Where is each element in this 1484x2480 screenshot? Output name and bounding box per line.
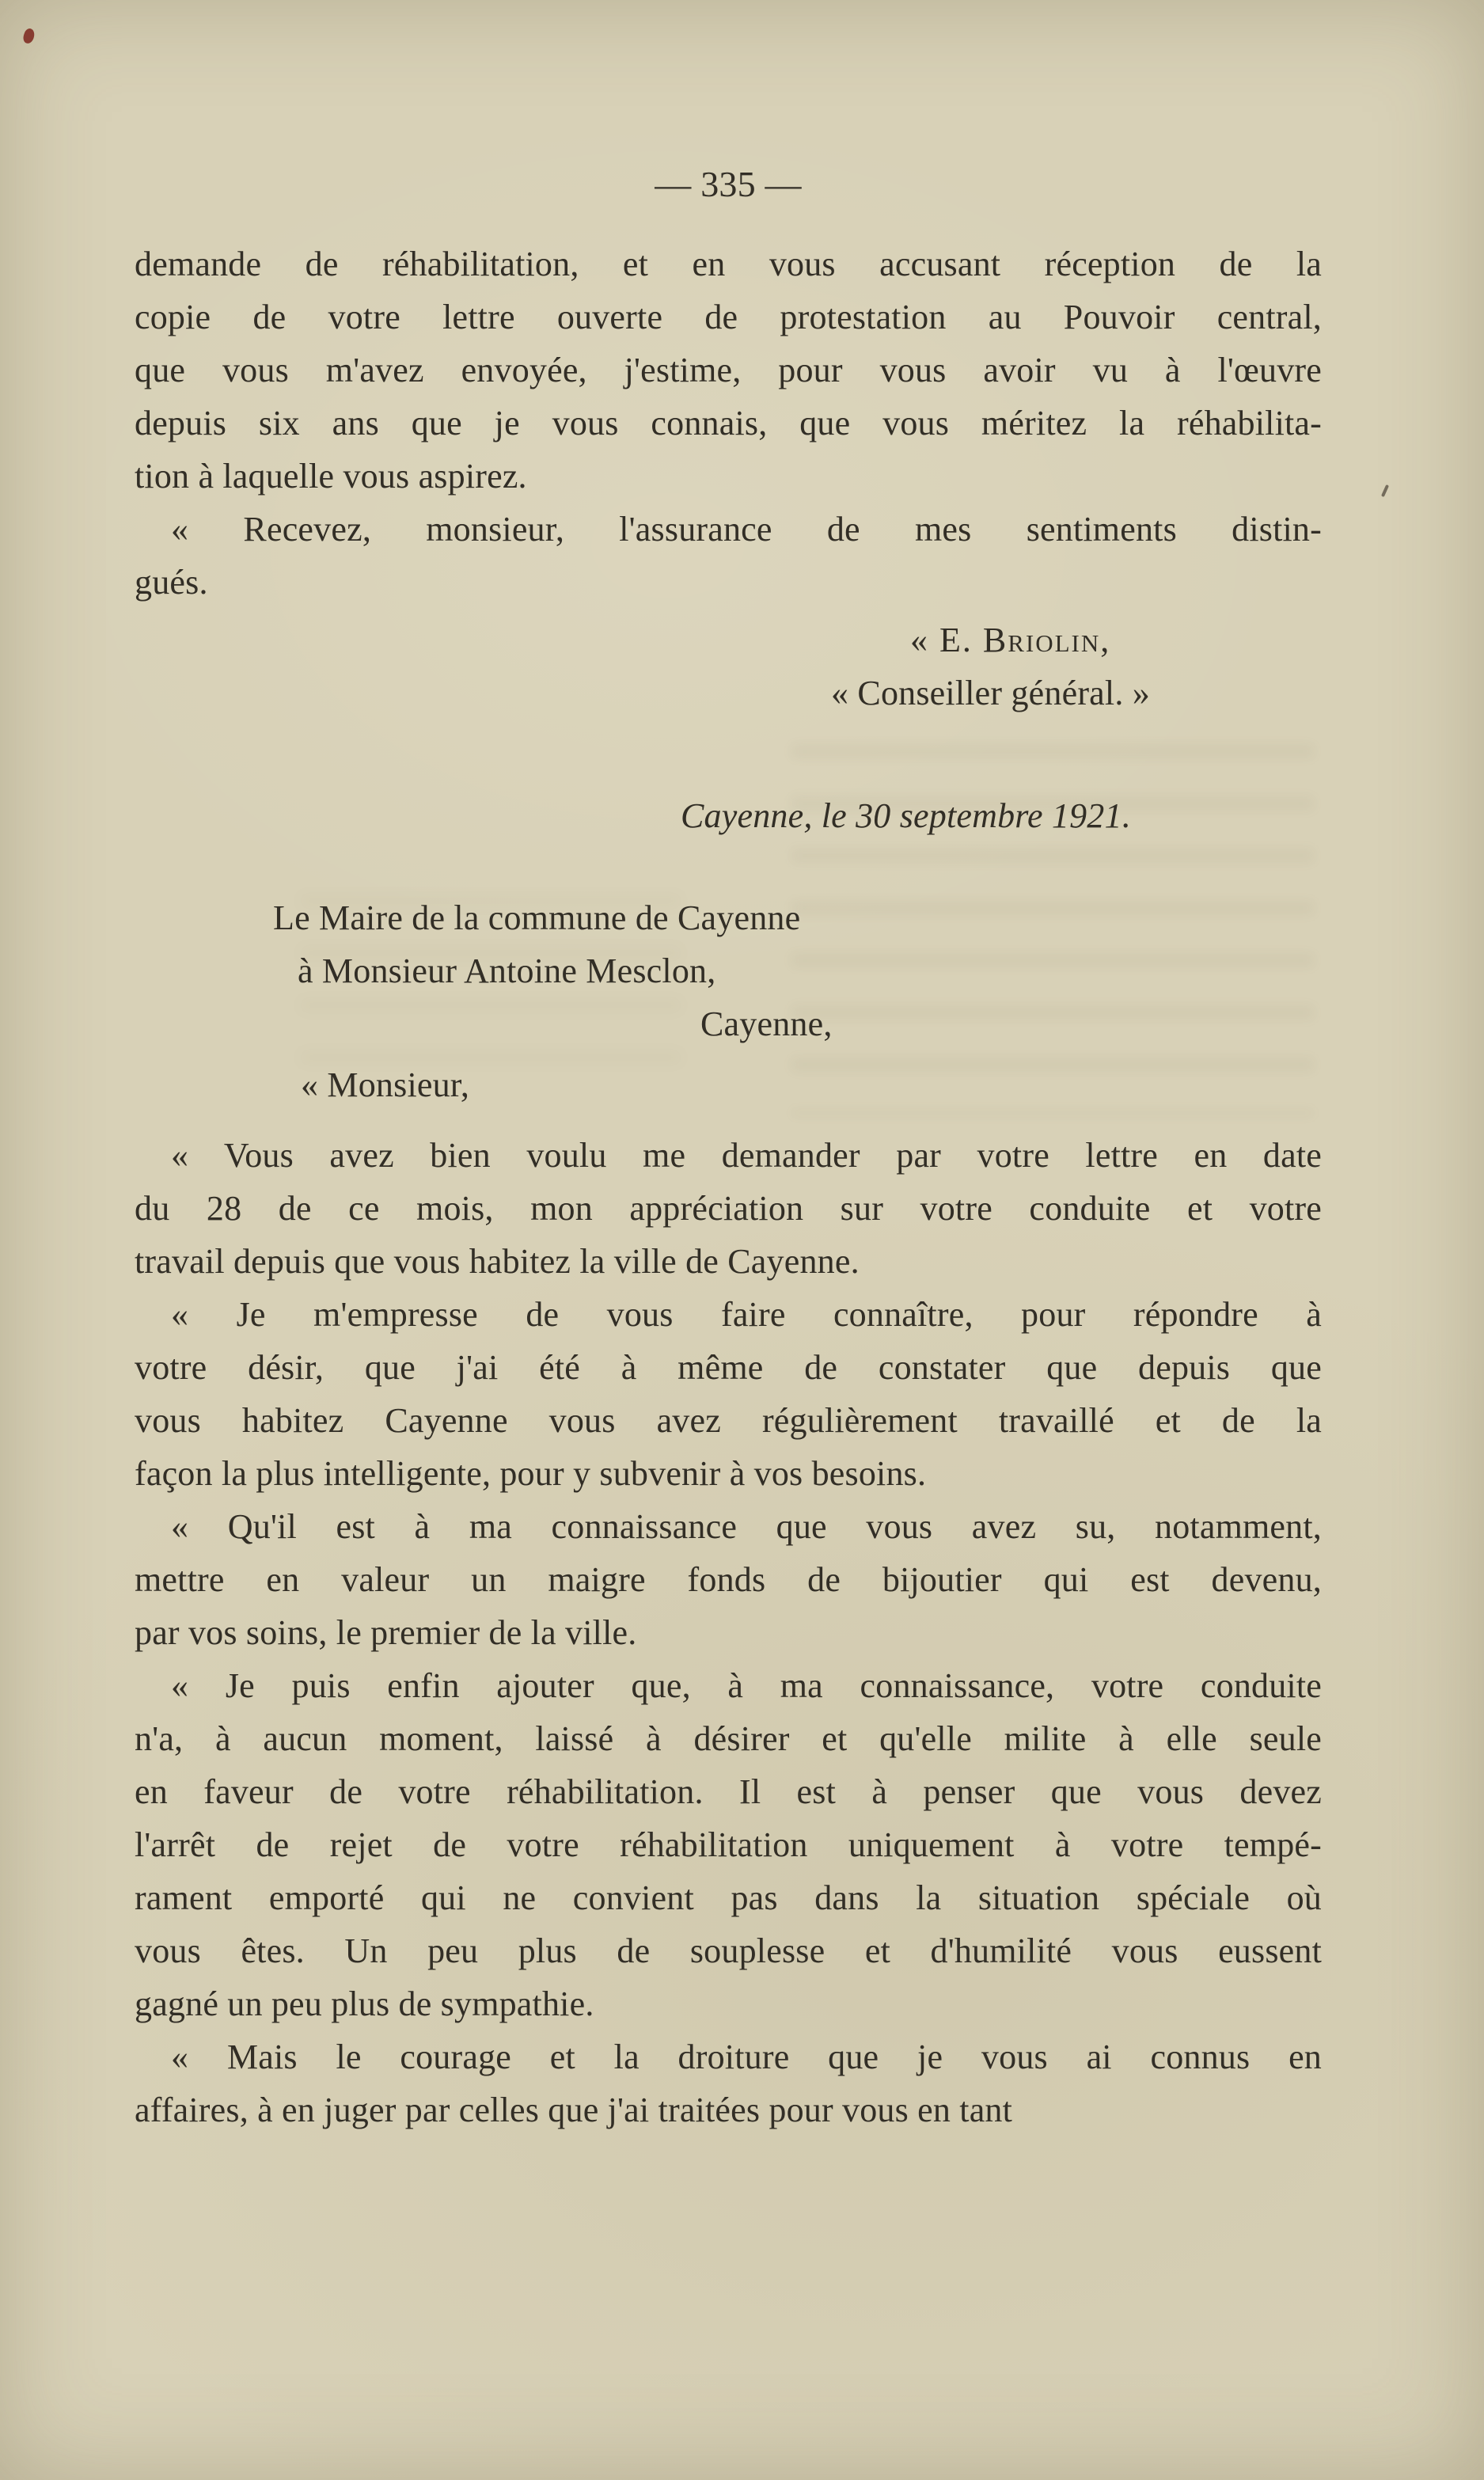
text-line: « Je puis enfin ajouter que, à ma connaissance, votre conduite xyxy=(171,1666,1322,1705)
text-line: rament emporté qui ne convient pas dans la situation spéciale où xyxy=(135,1878,1322,1917)
paragraph-signature-name xyxy=(135,613,1322,667)
paragraph-address-2 xyxy=(135,944,1322,997)
paragraph-body xyxy=(135,1659,1322,2030)
page-number: — 335 — xyxy=(655,164,802,204)
paragraph-address-3 xyxy=(135,997,1322,1050)
text-line: copie de votre lettre ouverte de protestation au Pouvoir central, xyxy=(135,298,1322,336)
paragraph-body xyxy=(135,1500,1322,1659)
text-line: « Recevez, monsieur, l'assurance de mes sentiments distin- xyxy=(171,510,1322,549)
paragraph-body xyxy=(135,1288,1322,1500)
scan-artifact-mark xyxy=(1381,484,1389,497)
paragraph-salutation xyxy=(135,1058,1322,1111)
text-line: travail depuis que vous habitez la ville de Cayenne. xyxy=(135,1242,860,1281)
text-line: mettre en valeur un maigre fonds de bijoutier qui est devenu, xyxy=(135,1560,1322,1599)
text-line: par vos soins, le premier de la ville. xyxy=(135,1613,637,1652)
text-line: que vous m'avez envoyée, j'estime, pour vous avoir vu à l'œuvre xyxy=(135,351,1322,389)
text-line: votre désir, que j'ai été à même de constater que depuis que xyxy=(135,1348,1322,1387)
text-line: vous habitez Cayenne vous avez régulièrement travaillé et de la xyxy=(135,1401,1322,1440)
paragraph-body xyxy=(135,2030,1322,2136)
text-line: l'arrêt de rejet de votre réhabilitation uniquement à votre tempé- xyxy=(135,1825,1322,1864)
paragraph-body-noindent xyxy=(135,237,1322,503)
text-line: gagné un peu plus de sympathie. xyxy=(135,1984,594,2023)
text-line: Le Maire de la commune de Cayenne xyxy=(273,898,801,937)
text-line: gués. xyxy=(135,563,208,602)
text-line: n'a, à aucun moment, laissé à désirer et qu'elle milite à elle seule xyxy=(135,1719,1322,1758)
paragraph-body xyxy=(135,503,1322,609)
text-line: « Qu'il est à ma connaissance que vous avez su, notamment, xyxy=(171,1507,1322,1546)
text-block xyxy=(135,237,1322,2136)
paragraph-body xyxy=(135,1129,1322,1288)
text-line: du 28 de ce mois, mon appréciation sur votre conduite et votre xyxy=(135,1189,1322,1228)
text-line: demande de réhabilitation, et en vous accusant réception de la xyxy=(135,245,1322,283)
paragraph-signature-title xyxy=(135,667,1322,720)
text-line: « E. Briolin, xyxy=(910,621,1111,659)
text-line: « Monsieur, xyxy=(301,1065,470,1104)
paragraph-address-1 xyxy=(135,891,1322,944)
text-line: « Mais le courage et la droiture que je vous ai connus en xyxy=(171,2038,1322,2076)
text-line: depuis six ans que je vous connais, que vous méritez la réhabilita- xyxy=(135,404,1322,442)
text-line: affaires, à en juger par celles que j'ai traitées pour vous en tant xyxy=(135,2091,1013,2129)
text-line: « Vous avez bien voulu me demander par votre lettre en date xyxy=(171,1136,1322,1175)
text-line: vous êtes. Un peu plus de souplesse et d'humilité vous eussent xyxy=(135,1931,1322,1970)
text-line: Cayenne, le 30 septembre 1921. xyxy=(681,796,1131,835)
text-line: tion à laquelle vous aspirez. xyxy=(135,457,527,496)
text-line: façon la plus intelligente, pour y subvenir à vos besoins. xyxy=(135,1454,927,1493)
text-line: Cayenne, xyxy=(700,1005,833,1043)
text-line: en faveur de votre réhabilitation. Il est à penser que vous devez xyxy=(135,1772,1322,1811)
paragraph-dateline xyxy=(135,789,1322,842)
text-line: « Conseiller général. » xyxy=(831,674,1150,712)
red-ink-speck xyxy=(21,27,36,44)
text-line: à Monsieur Antoine Mesclon, xyxy=(298,951,716,990)
text-line: « Je m'empresse de vous faire connaître, pour répondre à xyxy=(171,1295,1322,1334)
